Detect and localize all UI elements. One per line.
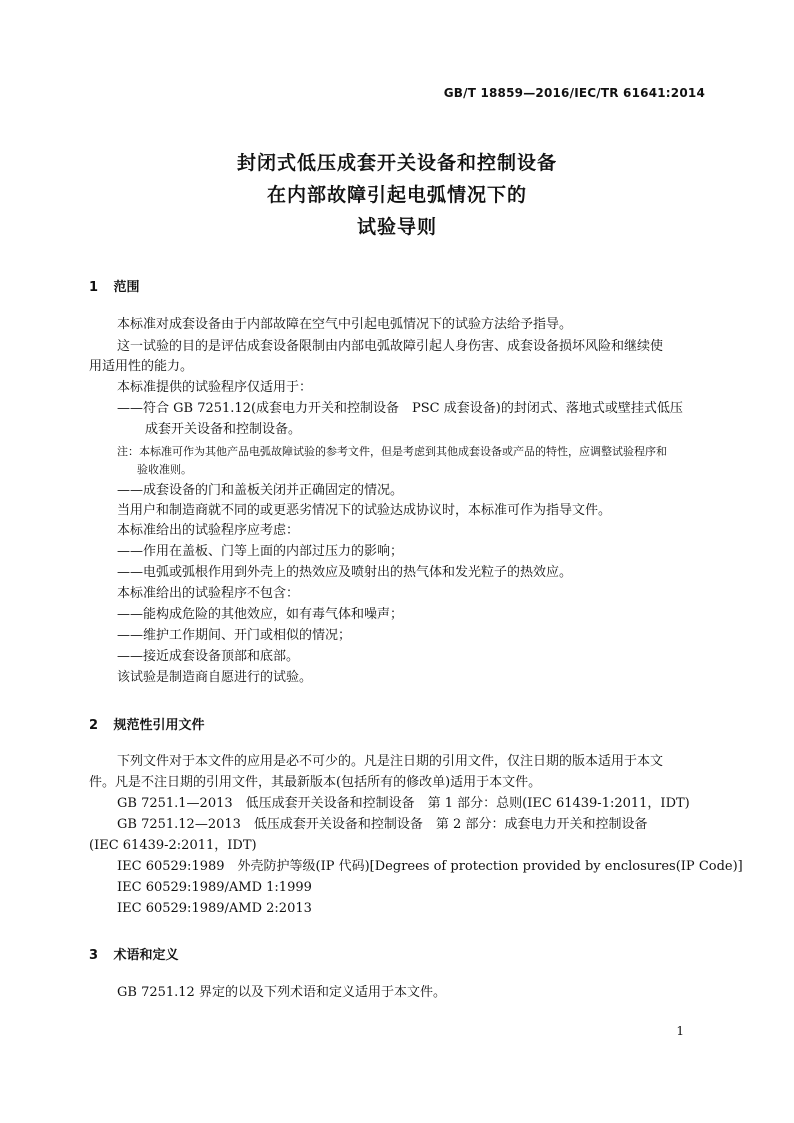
paragraph-line: 件。凡是不注日期的引用文件，其最新版本(包括所有的修改单)适用于本文件。 [89, 775, 542, 790]
section-number: 2 [89, 718, 99, 733]
paragraph-line: 本标准给出的试验程序应考虑： [117, 523, 300, 538]
reference-entry: GB 7251.12—2013 低压成套开关设备和控制设备 第 2 部分：成套电力开关和控制设备 [117, 817, 648, 832]
reference-entry: IEC 60529:1989/AMD 1:1999 [117, 880, 312, 895]
reference-entry: IEC 60529:1989/AMD 2:2013 [117, 901, 312, 916]
title-line-1: 封闭式低压成套开关设备和控制设备 [236, 152, 557, 174]
list-item-dash: ——维护工作期间、开门或相似的情况； [117, 628, 352, 643]
reference-entry: GB 7251.1—2013 低压成套开关设备和控制设备 第 1 部分：总则(IEC 61439-1:2011，IDT) [117, 796, 690, 811]
paragraph-line: 这一试验的目的是评估成套设备限制由内部电弧故障引起人身伤害、成套设备损坏风险和继续使 [117, 339, 664, 354]
list-item-dash: ——成套设备的门和盖板关闭并正确固定的情况。 [117, 483, 404, 498]
title-line-3: 试验导则 [356, 216, 437, 238]
reference-entry: IEC 60529:1989 外壳防护等级(IP 代码)[Degrees of protection provided by enclosures(IP Code)] [117, 859, 743, 874]
section-heading [89, 276, 140, 295]
page-number: 1 [676, 1024, 684, 1038]
section-heading [89, 944, 179, 963]
note-line: 验收准则。 [137, 463, 192, 476]
paragraph-line: GB 7251.12 界定的以及下列术语和定义适用于本文件。 [117, 985, 446, 1000]
section-heading [89, 714, 205, 733]
paragraph-line: 该试验是制造商自愿进行的试验。 [117, 670, 313, 685]
list-item-dash: ——接近成套设备顶部和底部。 [117, 649, 300, 664]
list-item-dash: ——符合 GB 7251.12(成套电力开关和控制设备 PSC 成套设备)的封闭式、落地式或壁挂式低压 [117, 401, 683, 416]
standard-number: GB/T 18859—2016/IEC/TR 61641:2014 [443, 86, 705, 100]
note-line: 注：本标准可作为其他产品电弧故障试验的参考文件，但是考虑到其他成套设备或产品的特性，应调整试验程序和 [117, 445, 667, 458]
paragraph-line: 本标准提供的试验程序仅适用于： [117, 380, 313, 395]
paragraph-line: 用适用性的能力。 [89, 359, 194, 374]
section-title: 术语和定义 [113, 948, 179, 963]
section-title: 规范性引用文件 [113, 718, 205, 733]
paragraph-line: 下列文件对于本文件的应用是必不可少的。凡是注日期的引用文件，仅注日期的版本适用于本文 [117, 754, 664, 769]
paragraph-line: 本标准对成套设备由于内部故障在空气中引起电弧情况下的试验方法给予指导。 [117, 317, 573, 332]
list-item-dash: ——能构成危险的其他效应，如有毒气体和噪声； [117, 607, 404, 622]
list-item-dash: ——电弧或弧根作用到外壳上的热效应及喷射出的热气体和发光粒子的热效应。 [117, 565, 573, 580]
section-number: 1 [89, 280, 99, 295]
title-line-2: 在内部故障引起电弧情况下的 [266, 184, 527, 206]
paragraph-line: 当用户和制造商就不同的或更恶劣情况下的试验达成协议时，本标准可作为指导文件。 [117, 503, 612, 518]
section-number: 3 [89, 948, 99, 963]
paragraph-line: 本标准给出的试验程序不包含： [117, 586, 300, 601]
reference-entry-continuation: (IEC 61439-2:2011，IDT) [89, 838, 257, 853]
section-title: 范围 [113, 280, 140, 295]
list-item-dash: ——作用在盖板、门等上面的内部过压力的影响； [117, 544, 404, 559]
list-item-continuation: 成套开关设备和控制设备。 [145, 422, 302, 437]
